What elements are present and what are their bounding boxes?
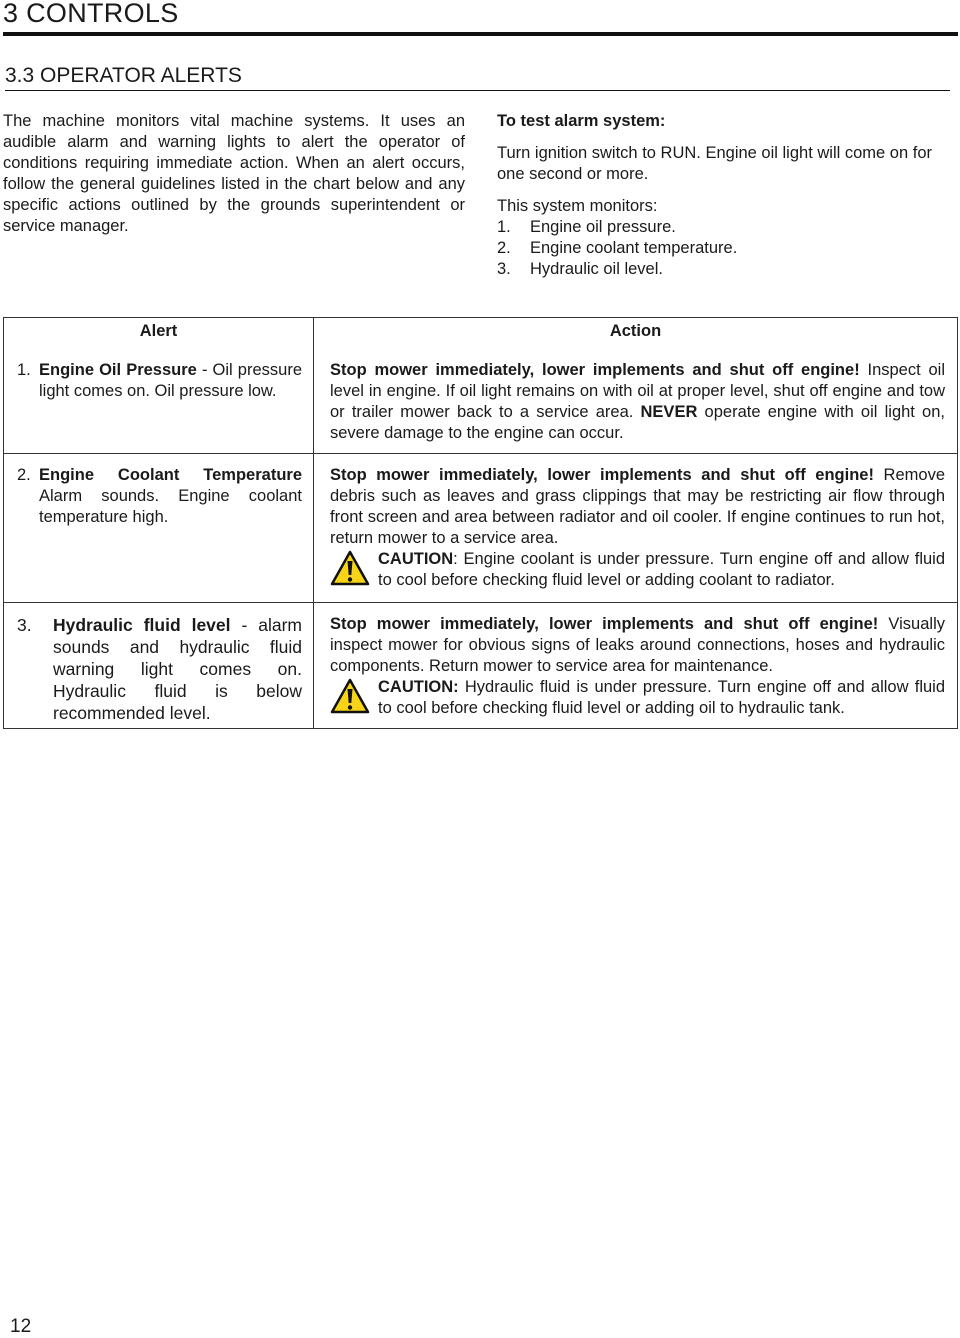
action-cell <box>314 349 958 454</box>
alert-number: 1. <box>17 361 31 379</box>
caution-label: CAUTION: <box>378 678 459 696</box>
intro-paragraph: The machine monitors vital machine systems. It uses an audible alarm and warning lights to alert the operator of conditions requiring immediate action. When an alert occurs, follow the general guidelines listed in the chart below and any specific actions outlined by the grounds superintendent or service manager. <box>3 112 465 235</box>
caution-label: CAUTION <box>378 550 454 568</box>
alert-description: - alarm sounds and hydraulic fluid warning light comes on. Hydraulic fluid is below recommended level. <box>53 615 303 723</box>
table-row <box>4 454 958 603</box>
monitors-list <box>497 217 960 280</box>
warning-triangle-icon <box>330 677 378 720</box>
chapter-title: 3 CONTROLS <box>3 0 958 36</box>
alert-cell <box>4 454 314 603</box>
table-row <box>4 349 958 454</box>
section-title: 3.3 OPERATOR ALERTS <box>5 63 950 91</box>
list-item <box>497 259 960 280</box>
action-cell <box>314 454 958 603</box>
alert-cell <box>4 349 314 454</box>
caution-text: Hydraulic fluid is under pressure. Turn engine off and allow fluid to cool before checking fluid level or adding oil to hydraulic tank. <box>378 678 945 717</box>
action-text: Visually inspect mower for obvious signs of leaks around connections, hoses and hydraulic components. Return mower to service area for maintenance. <box>330 615 945 675</box>
action-column-header: Action <box>314 318 958 350</box>
table-header-row <box>4 318 958 350</box>
action-directive: Stop mower immediately, lower implements and shut off engine! <box>330 466 874 484</box>
alert-column-header: Alert <box>4 318 314 350</box>
action-directive: Stop mower immediately, lower implements and shut off engine! <box>330 615 879 633</box>
list-text: Engine oil pressure. <box>530 218 676 236</box>
table-row <box>4 603 958 729</box>
action-directive: Stop mower immediately, lower implements and shut off engine! <box>330 361 860 379</box>
alert-title: Engine Coolant Temperature <box>39 466 302 484</box>
caution-note <box>330 549 945 592</box>
list-text: Hydraulic oil level. <box>530 260 663 278</box>
alarm-test-heading: To test alarm system: <box>497 112 666 130</box>
alarm-test-block <box>497 111 960 280</box>
action-text: Inspect oil level in engine. If oil light remains on with oil at proper level, shut off engine and tow or trailer mower back to a service area. <box>330 361 945 421</box>
monitors-intro: This system monitors: <box>497 197 658 215</box>
caution-text: : Engine coolant is under pressure. Turn engine off and allow fluid to cool before checking fluid level or adding coolant to radiator. <box>378 550 945 589</box>
action-text-continued: operate engine with oil light on, severe damage to the engine can occur. <box>330 403 945 442</box>
alarm-test-instruction: Turn ignition switch to RUN. Engine oil light will come on for one second or more. <box>497 144 932 183</box>
alerts-table <box>3 317 958 729</box>
list-item <box>497 238 960 259</box>
action-cell <box>314 603 958 729</box>
alert-title: Engine Oil Pressure <box>39 361 197 379</box>
alert-title: Hydraulic fluid level <box>53 615 231 635</box>
alert-number: 3. <box>17 615 32 635</box>
list-item <box>497 217 960 238</box>
action-emphasis: NEVER <box>640 403 698 421</box>
alert-cell <box>4 603 314 729</box>
alert-description: - Oil pressure light comes on. Oil pressure low. <box>39 361 302 400</box>
caution-note <box>330 677 945 720</box>
alert-number: 2. <box>17 466 31 484</box>
alert-description: Alarm sounds. Engine coolant temperature high. <box>39 487 302 526</box>
list-number: 2. <box>497 239 511 257</box>
list-number: 1. <box>497 218 511 236</box>
list-text: Engine coolant temperature. <box>530 239 738 257</box>
list-number: 3. <box>497 260 511 278</box>
warning-triangle-icon <box>330 549 378 592</box>
action-text: Remove debris such as leaves and grass clippings that may be restricting air flow through front screen and area between radiator and oil cooler. If engine continues to run hot, return mower to a service area. <box>330 466 945 547</box>
page-number: 12 <box>10 1316 32 1337</box>
